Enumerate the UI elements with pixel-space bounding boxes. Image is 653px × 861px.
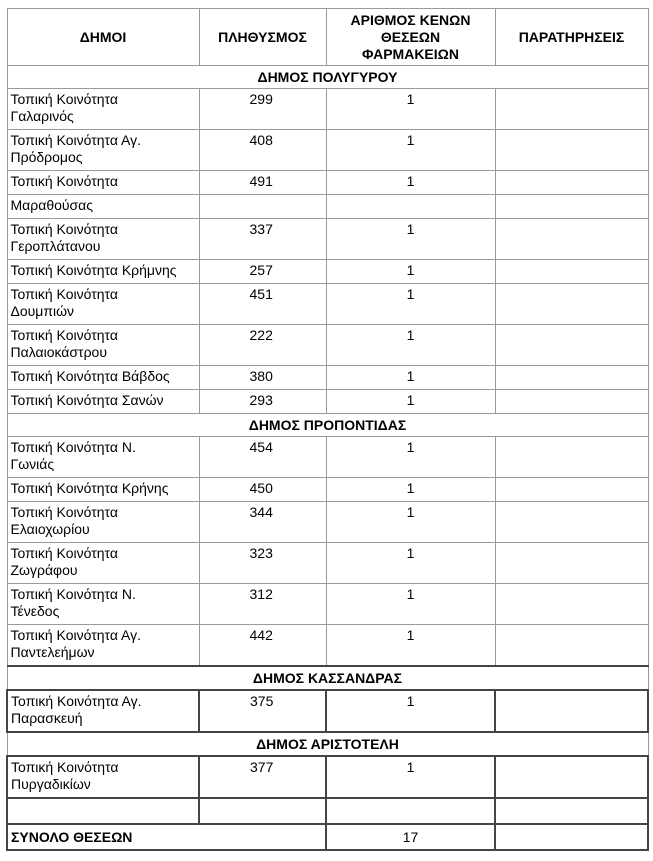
table-row <box>7 130 648 171</box>
community-name-line: Δουμπιών <box>10 303 75 319</box>
population-cell: 312 <box>199 584 326 625</box>
table-row <box>7 284 648 325</box>
blank-cell <box>326 798 495 824</box>
remarks-cell <box>495 502 648 543</box>
population-cell: 337 <box>199 219 326 260</box>
community-name-cell <box>7 260 199 284</box>
remarks-cell <box>495 543 648 584</box>
community-name-line: Ζωγράφου <box>10 562 78 578</box>
remarks-cell <box>495 171 648 195</box>
community-name-line: Τοπική Κοινότητα <box>10 173 118 189</box>
community-name-cell <box>7 130 199 171</box>
remarks-cell <box>495 756 648 798</box>
community-name-line: Γαλαρινός <box>10 108 74 124</box>
total-value: 17 <box>326 824 495 850</box>
vacancies-count-cell: 1 <box>326 478 495 502</box>
community-name-cell <box>7 690 199 732</box>
remarks-cell <box>495 478 648 502</box>
remarks-cell <box>495 625 648 667</box>
vacancies-count-cell: 1 <box>326 325 495 366</box>
remarks-cell <box>495 690 648 732</box>
community-name-cell <box>7 366 199 390</box>
section-title: ΔΗΜΟΣ ΠΡΟΠΟΝΤΙΔΑΣ <box>7 414 648 437</box>
vacancies-header-line: ΘΕΣΕΩΝ <box>380 28 441 45</box>
vacancies-count-cell: 1 <box>326 260 495 284</box>
table-row <box>7 625 648 667</box>
section-title: ΔΗΜΟΣ ΚΑΣΣΑΝΔΡΑΣ <box>7 666 648 690</box>
vacancies-count-cell: 1 <box>326 437 495 478</box>
table-row <box>7 366 648 390</box>
population-cell: 375 <box>199 690 326 732</box>
community-name-cell <box>7 478 199 502</box>
table-row <box>7 543 648 584</box>
table-row <box>7 437 648 478</box>
community-name-cell <box>7 756 199 798</box>
community-name-line: Τοπική Κοινότητα Αγ. <box>10 627 142 643</box>
table-row <box>7 502 648 543</box>
community-name-cell <box>7 219 199 260</box>
pharmacy-vacancies-table <box>6 8 649 851</box>
community-name-line: Τοπική Κοινότητα Κρήνης <box>10 480 169 496</box>
table-row <box>7 584 648 625</box>
population-cell: 293 <box>199 390 326 414</box>
table-row <box>7 478 648 502</box>
population-cell: 442 <box>199 625 326 667</box>
blank-cell <box>199 798 326 824</box>
community-name-cell <box>7 195 199 219</box>
vacancies-count-cell: 1 <box>326 366 495 390</box>
vacancies-count-cell: 1 <box>326 543 495 584</box>
community-name-line: Τοπική Κοινότητα Ν. <box>10 439 136 455</box>
vacancies-count-cell: 1 <box>326 390 495 414</box>
table-row <box>7 89 648 130</box>
vacancies-count-cell: 1 <box>326 219 495 260</box>
community-name-line: Τοπική Κοινότητα <box>10 327 118 343</box>
community-name-line: Μαραθούσας <box>10 197 94 213</box>
community-name-line: Πυργαδικίων <box>11 776 91 792</box>
remarks-cell <box>495 195 648 219</box>
table-body <box>7 66 648 851</box>
population-cell: 450 <box>199 478 326 502</box>
community-name-cell <box>7 325 199 366</box>
population-header: ΠΛΗΘΥΣΜΟΣ <box>199 9 326 66</box>
remarks-cell <box>495 390 648 414</box>
remarks-cell <box>495 89 648 130</box>
community-name-line: Τοπική Κοινότητα Αγ. <box>10 132 142 148</box>
remarks-cell <box>495 325 648 366</box>
remarks-cell <box>495 584 648 625</box>
section-header-row <box>7 732 648 756</box>
table-row <box>7 195 648 219</box>
population-cell <box>199 195 326 219</box>
population-cell: 299 <box>199 89 326 130</box>
vacancies-count-cell: 1 <box>326 284 495 325</box>
blank-cell <box>7 798 199 824</box>
population-cell: 323 <box>199 543 326 584</box>
blank-cell <box>495 798 648 824</box>
municipalities-header: ΔΗΜΟΙ <box>7 9 199 66</box>
vacancies-header <box>326 9 495 66</box>
vacancies-count-cell: 1 <box>326 130 495 171</box>
section-header-row <box>7 414 648 437</box>
vacancies-count-cell: 1 <box>326 502 495 543</box>
community-name-line: Παρασκευή <box>11 710 83 726</box>
community-name-cell <box>7 171 199 195</box>
community-name-line: Τοπική Κοινότητα <box>11 759 119 775</box>
vacancies-count-cell: 1 <box>326 89 495 130</box>
table-row <box>7 219 648 260</box>
remarks-cell <box>495 260 648 284</box>
remarks-cell <box>495 366 648 390</box>
table-row <box>7 390 648 414</box>
community-name-cell <box>7 584 199 625</box>
community-name-line: Τοπική Κοινότητα <box>10 545 118 561</box>
section-header-row <box>7 666 648 690</box>
table-row <box>7 325 648 366</box>
community-name-cell <box>7 437 199 478</box>
blank-row <box>7 798 648 824</box>
community-name-line: Τοπική Κοινότητα Κρήμνης <box>10 262 177 278</box>
pharmacy-vacancies-document <box>6 8 649 851</box>
vacancies-count-cell: 1 <box>326 171 495 195</box>
community-name-cell <box>7 543 199 584</box>
table-row <box>7 756 648 798</box>
community-name-line: Τένεδος <box>10 603 60 619</box>
community-name-line: Τοπική Κοινότητα Αγ. <box>11 693 142 709</box>
vacancies-count-cell: 1 <box>326 625 495 667</box>
section-title: ΔΗΜΟΣ ΠΟΛΥΓΥΡΟΥ <box>7 66 648 89</box>
total-row <box>7 824 648 850</box>
population-cell: 344 <box>199 502 326 543</box>
community-name-line: Γωνιάς <box>10 456 55 472</box>
vacancies-count-cell <box>326 195 495 219</box>
community-name-line: Τοπική Κοινότητα Ν. <box>10 586 136 602</box>
table-row <box>7 690 648 732</box>
population-cell: 222 <box>199 325 326 366</box>
community-name-line: Γεροπλάτανου <box>10 238 101 254</box>
community-name-cell <box>7 89 199 130</box>
vacancies-count-cell: 1 <box>326 584 495 625</box>
vacancies-count-cell: 1 <box>326 756 495 798</box>
section-header-row <box>7 66 648 89</box>
community-name-cell <box>7 502 199 543</box>
community-name-line: Τοπική Κοινότητα <box>10 221 118 237</box>
community-name-line: Παλαιοκάστρου <box>10 344 107 360</box>
community-name-line: Ελαιοχωρίου <box>10 521 90 537</box>
total-remarks-cell <box>495 824 648 850</box>
population-cell: 408 <box>199 130 326 171</box>
community-name-cell <box>7 390 199 414</box>
vacancies-count-cell: 1 <box>326 690 495 732</box>
community-name-line: Τοπική Κοινότητα <box>10 286 118 302</box>
community-name-line: Τοπική Κοινότητα <box>10 504 118 520</box>
section-title: ΔΗΜΟΣ ΑΡΙΣΤΟΤΕΛΗ <box>7 732 648 756</box>
header-row <box>7 9 648 66</box>
remarks-cell <box>495 130 648 171</box>
population-cell: 377 <box>199 756 326 798</box>
remarks-header: ΠΑΡΑΤΗΡΗΣΕΙΣ <box>495 9 648 66</box>
population-cell: 380 <box>199 366 326 390</box>
community-name-cell <box>7 625 199 667</box>
population-cell: 491 <box>199 171 326 195</box>
community-name-cell <box>7 284 199 325</box>
population-cell: 451 <box>199 284 326 325</box>
community-name-line: Τοπική Κοινότητα Σανών <box>10 392 164 408</box>
remarks-cell <box>495 219 648 260</box>
remarks-cell <box>495 284 648 325</box>
vacancies-header-line: ΦΑΡΜΑΚΕΙΩΝ <box>361 45 459 62</box>
total-label: ΣΥΝΟΛΟ ΘΕΣΕΩΝ <box>7 824 326 850</box>
population-cell: 257 <box>199 260 326 284</box>
community-name-line: Παντελεήμων <box>10 644 95 660</box>
table-row <box>7 171 648 195</box>
remarks-cell <box>495 437 648 478</box>
table-row <box>7 260 648 284</box>
community-name-line: Τοπική Κοινότητα <box>10 91 118 107</box>
community-name-line: Τοπική Κοινότητα Βάβδος <box>10 368 170 384</box>
vacancies-header-line: ΑΡΙΘΜΟΣ ΚΕΝΩΝ <box>350 11 471 28</box>
population-cell: 454 <box>199 437 326 478</box>
community-name-line: Πρόδρομος <box>10 149 83 165</box>
